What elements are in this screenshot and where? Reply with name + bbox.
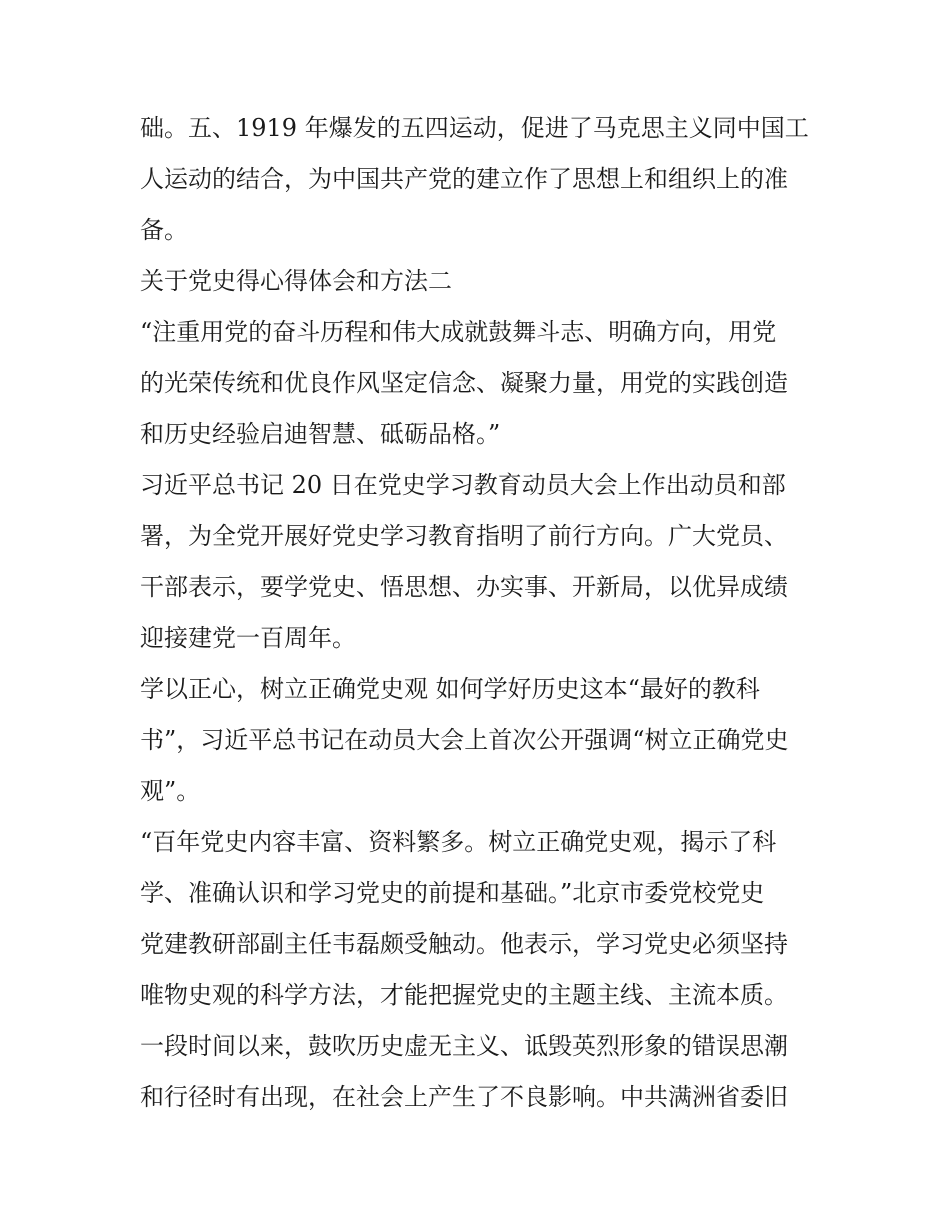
text-line: 唯物史观的科学方法，才能把握党史的主题主线、主流本质。 [140, 981, 788, 1009]
text-line: 学、准确认识和学习党史的前提和基础。”北京市委党校党史 [140, 879, 765, 907]
text-line: 一段时间以来，鼓吹历史虚无主义、诋毁英烈形象的错误思潮 [140, 1032, 788, 1060]
text-line: 迎接建党一百周年。 [140, 624, 356, 652]
text-line: 党建教研部副主任韦磊颇受触动。他表示，学习党史必须坚持 [140, 930, 788, 958]
text-line: 署，为全党开展好党史学习教育指明了前行方向。广大党员、 [140, 522, 788, 550]
text-line: “百年党史内容丰富、资料繁多。树立正确党史观，揭示了科 [140, 828, 777, 856]
text-line: 和行径时有出现，在社会上产生了不良影响。中共满洲省委旧 [140, 1083, 788, 1111]
text-line: 习近平总书记 20 日在党史学习教育动员大会上作出动员和部 [140, 471, 786, 499]
document-body [140, 103, 820, 1123]
text-line: 观”。 [140, 777, 201, 805]
text-line: 和历史经验启迪智慧、砥砺品格。” [140, 420, 501, 448]
text-line: 础。五、1919 年爆发的五四运动，促进了马克思主义同中国工 [140, 114, 809, 142]
text-line: 备。 [140, 216, 188, 244]
text-line: “注重用党的奋斗历程和伟大成就鼓舞斗志、明确方向，用党 [140, 318, 777, 346]
text-line: 干部表示，要学党史、悟思想、办实事、开新局，以优异成绩 [140, 573, 788, 601]
text-line: 的光荣传统和优良作风坚定信念、凝聚力量，用党的实践创造 [140, 369, 788, 397]
text-line: 学以正心，树立正确党史观 如何学好历史这本“最好的教科 [140, 675, 760, 703]
text-line: 书”，习近平总书记在动员大会上首次公开强调“树立正确党史 [140, 726, 789, 754]
section-heading: 关于党史得心得体会和方法二 [140, 267, 452, 295]
text-line: 人运动的结合，为中国共产党的建立作了思想上和组织上的准 [140, 165, 788, 193]
